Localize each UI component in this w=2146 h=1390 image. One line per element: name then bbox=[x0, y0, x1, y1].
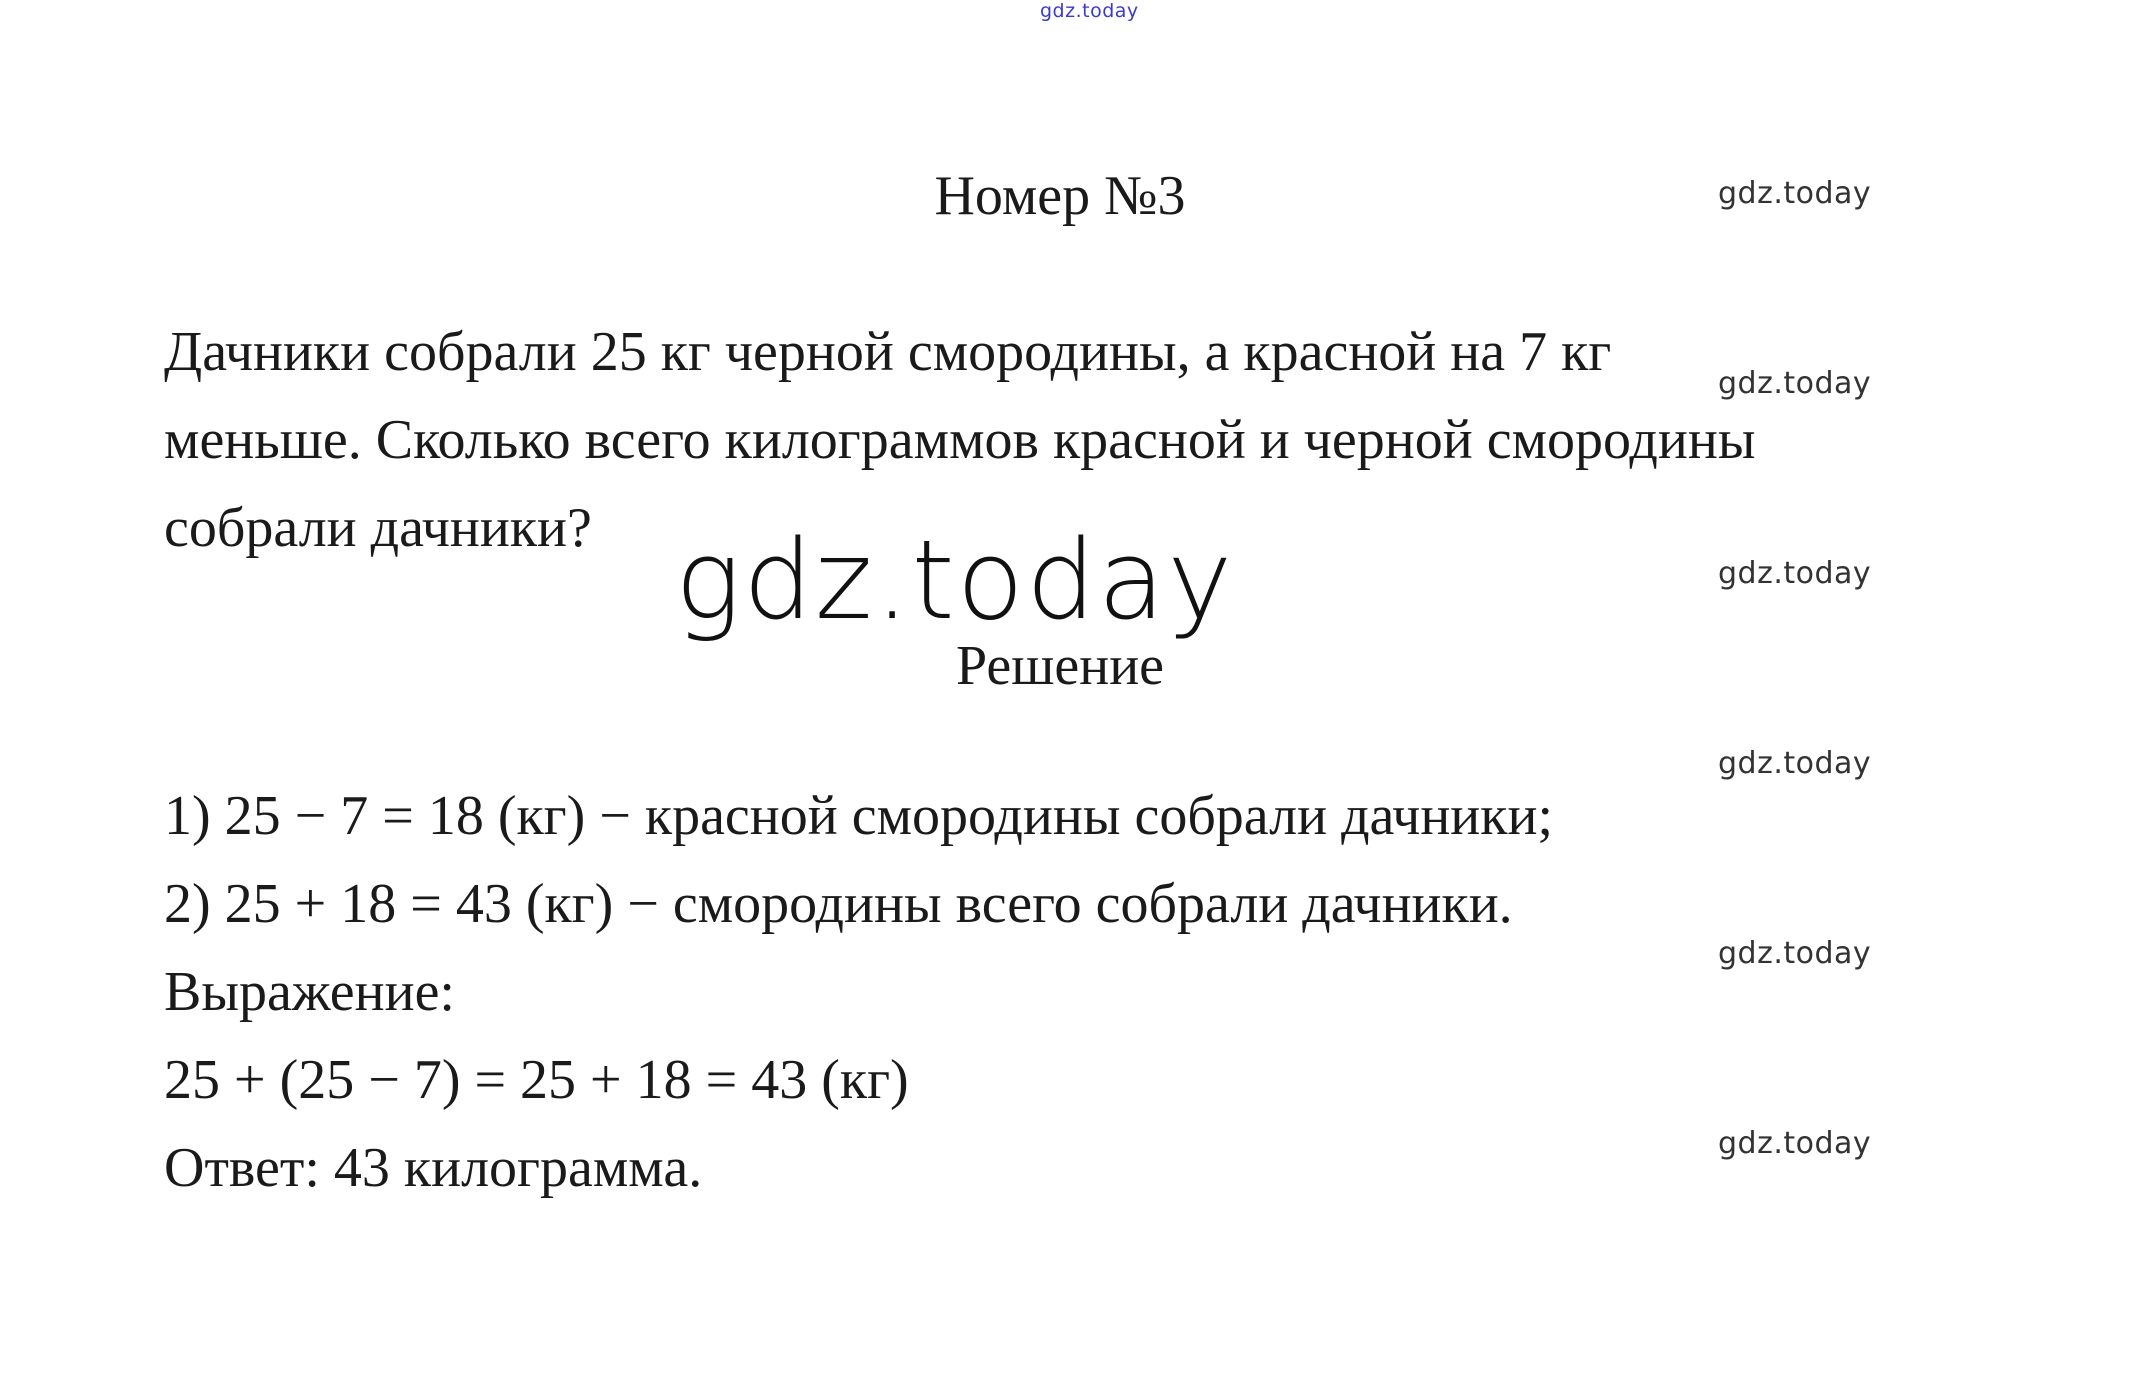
watermark-top: gdz.today bbox=[1040, 0, 1139, 22]
problem-line-3: собрали дачники? bbox=[164, 497, 592, 559]
problem-text bbox=[164, 308, 1924, 572]
watermark-side-4: gdz.today bbox=[1718, 746, 1872, 781]
watermark-side-3: gdz.today bbox=[1718, 556, 1872, 591]
solution-step-1: 1) 25 − 7 = 18 (кг) − красной смородины собрали дачники; bbox=[164, 785, 1554, 847]
solution-step-2: 2) 25 + 18 = 43 (кг) − смородины всего собрали дачники. bbox=[164, 873, 1513, 935]
watermark-side-2: gdz.today bbox=[1718, 366, 1872, 401]
expression-label: Выражение: bbox=[164, 961, 455, 1023]
problem-line-2: меньше. Сколько всего килограммов красной и черной смородины bbox=[164, 409, 1756, 471]
watermark-side-6: gdz.today bbox=[1718, 1126, 1872, 1161]
problem-line-1: Дачники собрали 25 кг черной смородины, а красной на 7 кг bbox=[164, 321, 1612, 383]
watermark-big: gdz.today bbox=[675, 516, 1235, 644]
page-title: Номер №3 bbox=[934, 165, 1186, 227]
watermark-side-1: gdz.today bbox=[1718, 176, 1872, 211]
solution-body bbox=[164, 772, 1924, 1212]
answer: Ответ: 43 килограмма. bbox=[164, 1137, 703, 1199]
watermark-side-5: gdz.today bbox=[1718, 936, 1872, 971]
expression: 25 + (25 − 7) = 25 + 18 = 43 (кг) bbox=[164, 1049, 909, 1111]
solution-heading: Решение bbox=[955, 635, 1165, 697]
